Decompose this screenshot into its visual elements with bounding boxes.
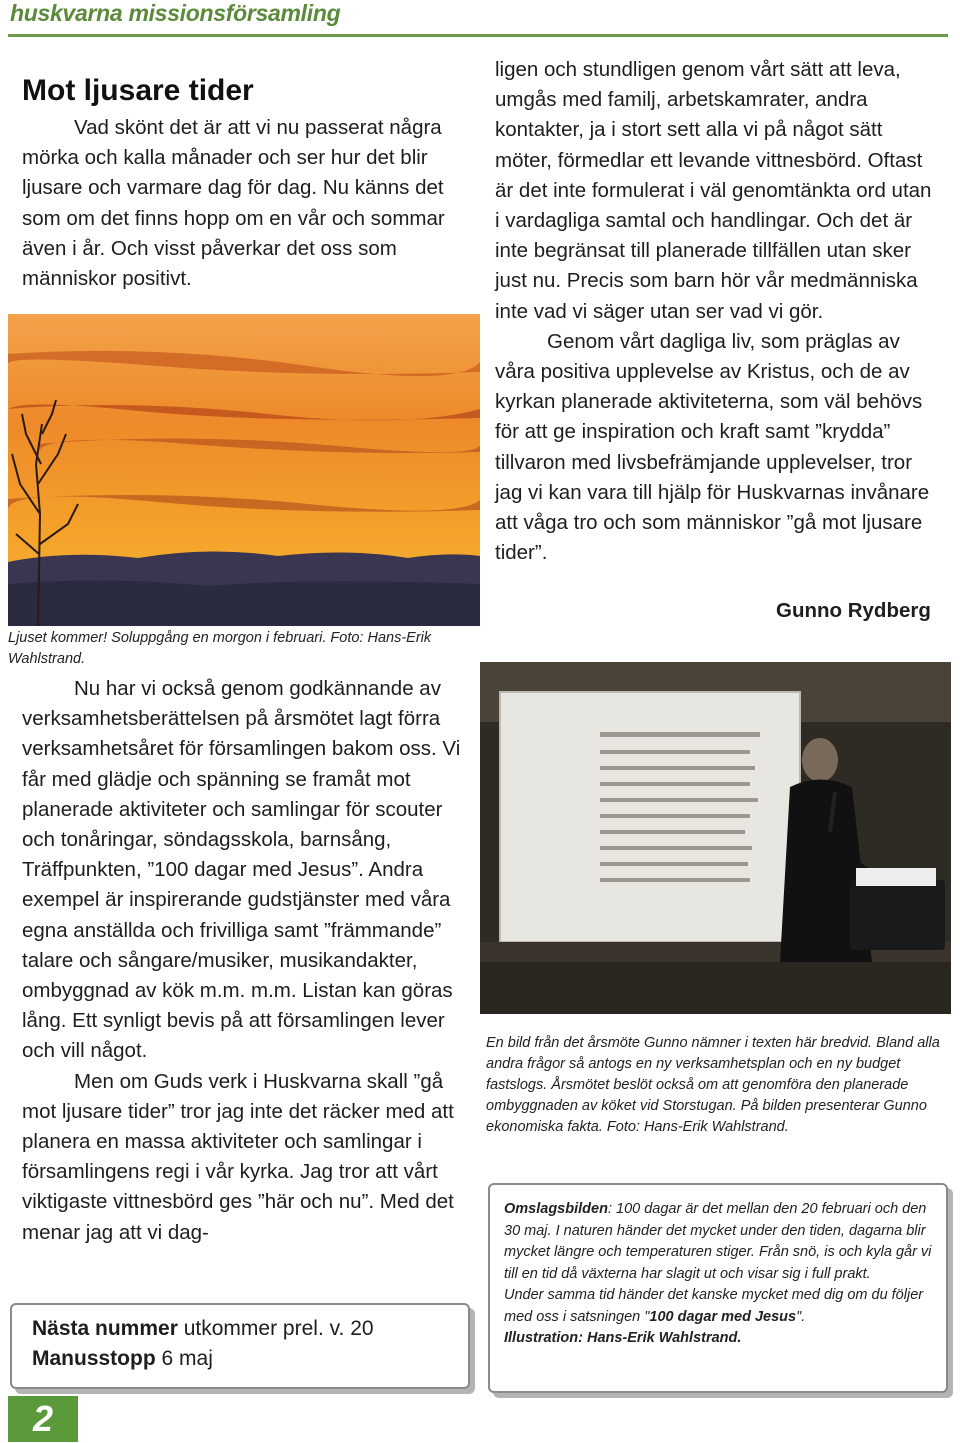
cover-image-box (488, 1183, 948, 1393)
article-paragraph: Nu har vi också genom godkännande av verksamhetsberättelsen på årsmötet lagt förra verksamhetsåret för församlingen bakom oss. Vi får med glädje och spänning se framåt mot planerade aktiviteter och samlingar för scouter och tonåringar, söndagsskola, barnsång, Träffpunkten, ”100 dagar med Jesus”. Andra exempel är inspirerande gudstjänster med våra egna anställda och frivilliga samt ”främmande” talare och sångare/musiker, musikandakter, ombyggnad av kök m.m. m.m. Listan kan göras lång. Ett synligt bevis på att församlingen lever och vill något. (22, 677, 461, 1063)
sunset-photo-graphic (8, 314, 480, 626)
meeting-photo-graphic (480, 662, 951, 1014)
next-issue-label: Nästa nummer (32, 1317, 178, 1340)
article-right-column (495, 55, 940, 568)
cover-campaign-name: 100 dagar med Jesus (649, 1308, 797, 1325)
cover-text-2: Under samma tid händer det kanske mycket med dig om du följer med oss i satsningen " (504, 1287, 924, 1325)
article-intro: Vad skönt det är att vi nu passerat några mörka och kalla månader och ser hur det blir ljusare och varmare dag för dag. Nu känns det som om det finns hopp om en vår och sommar även i år. Och visst påverkar det oss som människor positivt. (22, 116, 445, 291)
cover-credit: Illustration: Hans-Erik Wahlstrand. (504, 1330, 742, 1346)
publication-title: huskvarna missionsförsamling (10, 0, 341, 26)
cover-text-1: : 100 dagar är det mellan den 20 februari och den 30 maj. I naturen händer det mycket under den tiden, dagarna blir mycket längre och temperaturen stiger. Från snö, is och kyla går vi till en tid då växterna har slagit ut och visar sig i full prakt. (504, 1201, 932, 1282)
next-issue-line (32, 1317, 374, 1341)
sunset-photo-caption: Ljuset kommer! Soluppgång en morgon i februari. Foto: Hans-Erik Wahlstrand. (8, 630, 432, 667)
article-title: Mot ljusare tider (22, 74, 254, 107)
cover-label: Omslagsbilden (504, 1201, 608, 1217)
sunset-photo (8, 314, 480, 626)
article-signature: Gunno Rydberg (776, 599, 931, 622)
page-number: 2 (8, 1396, 78, 1442)
deadline-line (32, 1347, 213, 1371)
header-divider (8, 34, 948, 37)
meeting-photo-caption: En bild från det årsmöte Gunno nämner i texten här bredvid. Bland alla andra frågor så antogs en ny verksamhetsplan och en ny budget fastslogs. Årsmötet beslöt också om att genomföra den planerade ombyggnaden av köket vid Storstugan. På bilden presenterar Gunno ekonomiska fakta. Foto: Hans-Erik Wahlstrand. (486, 1035, 940, 1135)
next-issue-box (10, 1303, 470, 1389)
next-issue-value: utkommer prel. v. 20 (183, 1317, 374, 1340)
article-paragraph-continued: ligen och stundligen genom vårt sätt att leva, umgås med familj, arbetskamrater, andra kontakter, ja i stort sett alla vi på något sätt möter, förmedlar ett levande vittnesbörd. Oftast är det inte formulerat i väl genomtänkta ord utan i vardagliga samtal och handlingar. Och det är inte begränsat till planerade tillfällen utan sker just nu. Precis som barn hör vår medmänniska inte vad vi säger utan ser vad vi gör. (495, 58, 932, 323)
annual-meeting-photo (480, 662, 951, 1014)
deadline-value: 6 maj (161, 1347, 213, 1370)
article-paragraph: Genom vårt dagliga liv, som präglas av våra positiva upplevelse av Kristus, och de av kyrkan planerade aktiviteterna, som väl behövs för att ge inspiration och kraft samt ”krydda” tillvaron med livsbefrämjande upplevelser, tror jag vi kan vara till hjälp för Huskvarnas invånare att våga tro och som människor ”gå mot ljusare tider”. (495, 329, 930, 565)
article-left-column (22, 674, 472, 1248)
deadline-label: Manusstopp (32, 1347, 156, 1370)
article-intro-column (22, 113, 472, 294)
cover-description (504, 1199, 934, 1350)
article-paragraph: Men om Guds verk i Huskvarna skall ”gå mot ljusare tider” tror jag inte det räcker med att planera en massa aktiviteter och samlingar i församlingens regi i vår kyrka. Jag tror att vårt viktigaste vittnesbörd ges ”här och nu”. Med det menar jag att vi dag- (22, 1069, 454, 1244)
cover-text-3: ". (796, 1308, 806, 1325)
